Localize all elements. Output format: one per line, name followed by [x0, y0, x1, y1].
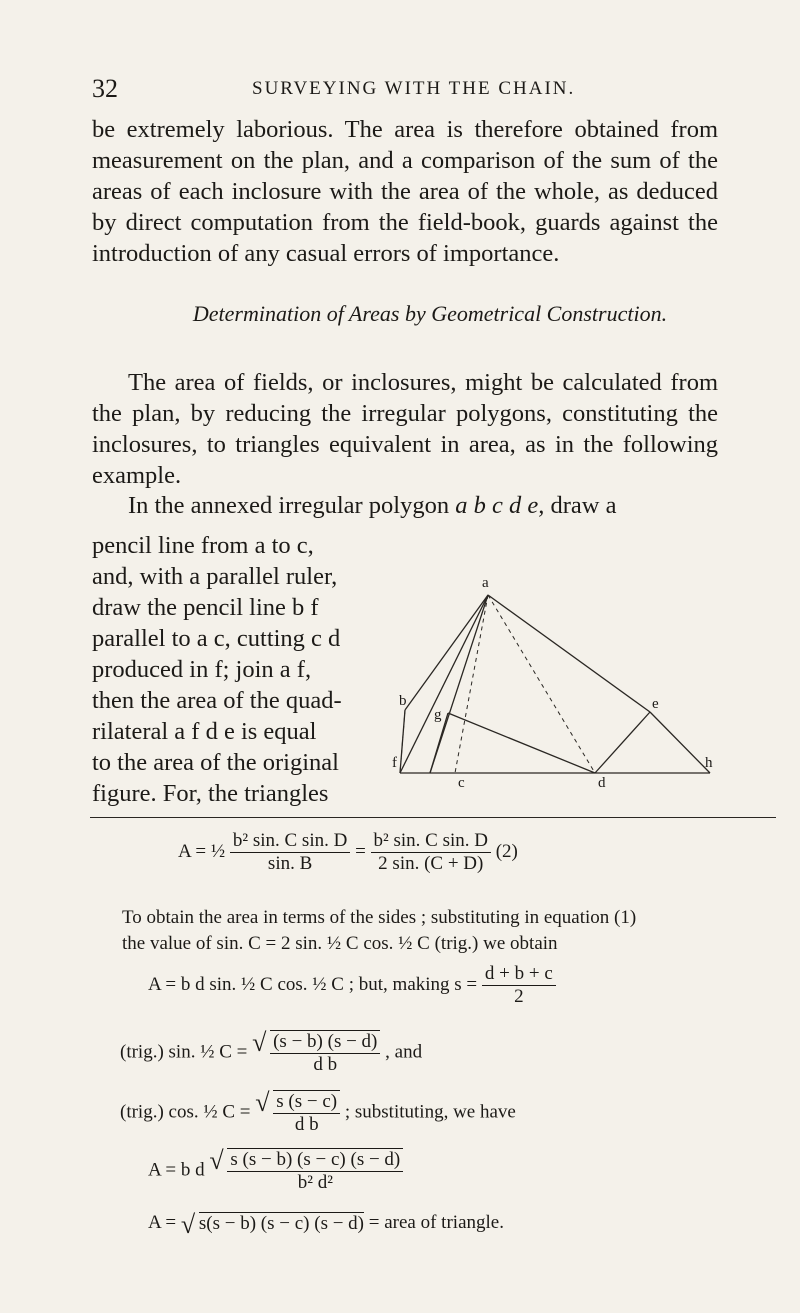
eq2-lhs: A = ½ — [178, 840, 226, 862]
cos-tail: ; substituting, we have — [344, 1101, 516, 1123]
math-text-line-1: To obtain the area in terms of the sides ; substituting in equation (1) — [122, 907, 637, 928]
sin-lhs: (trig.) sin. ½ C = — [120, 1041, 248, 1063]
math-text-line-2: the value of sin. C = 2 sin. ½ C cos. ½ C (trig.) we obtain — [122, 933, 558, 954]
edge-a-g — [430, 595, 488, 773]
p3-line: then the area of the quad- — [92, 687, 342, 714]
p3-line1-b: draw a — [544, 492, 617, 519]
p3-line1-italic: a b c d e, — [455, 492, 545, 519]
eq2-fraction-1 — [230, 830, 350, 875]
a2-lhs: A = b d — [148, 1159, 205, 1181]
area-line-left: A = b d sin. ½ C cos. ½ C ; but, making s = — [148, 973, 478, 995]
sin-tail: , and — [385, 1041, 423, 1063]
p3-line: figure. For, the triangles — [92, 780, 329, 807]
final-radicand: s(s − b) (s − c) (s − d) — [198, 1213, 365, 1235]
label-b: b — [399, 693, 407, 709]
sqrt-icon: √ — [255, 1088, 270, 1117]
edge-a-e — [488, 595, 650, 712]
sqrt-icon: √ — [252, 1028, 267, 1057]
s-fraction — [482, 963, 556, 1008]
a2-fraction — [227, 1148, 403, 1194]
cos-lhs: (trig.) cos. ½ C = — [120, 1101, 251, 1123]
cos-num: s (s − c) — [273, 1091, 340, 1114]
final-tail: = area of triangle. — [368, 1212, 504, 1233]
a2-sqrt — [209, 1148, 403, 1194]
paragraph-1: be extremely laborious. The area is therefore obtained from measurement on the plan, and a comparison of the sum of the areas of each inclosure with the area of the whole, as deduced by direct computation from the field-book, guards against the introduction of any casual errors of importance. — [92, 116, 718, 267]
sin-sqrt — [252, 1030, 380, 1076]
sin-half-c-equation — [120, 1030, 422, 1076]
label-a: a — [482, 575, 489, 591]
s-num: d + b + c — [482, 963, 556, 986]
area-substituted-equation — [148, 1148, 403, 1194]
eq2-equals: = — [355, 840, 366, 862]
dashed-a-d — [488, 595, 595, 773]
s-den: 2 — [514, 986, 524, 1007]
cos-half-c-equation — [120, 1090, 516, 1136]
label-f: f — [392, 755, 397, 771]
paragraph-2 — [92, 367, 718, 491]
a2-den: b² d² — [297, 1172, 333, 1193]
label-d: d — [598, 775, 606, 791]
p3-line: rilateral a f d e is equal — [92, 718, 317, 745]
edge-c-d — [448, 713, 595, 773]
sin-fraction — [270, 1030, 380, 1076]
eq2-num2: b² sin. C sin. D — [371, 830, 491, 853]
label-e: e — [652, 696, 659, 712]
p3-line: parallel to a c, cutting c d — [92, 625, 341, 652]
p3-line: draw the pencil line b f — [92, 594, 319, 621]
polygon-figure — [392, 555, 730, 791]
equation-2 — [178, 830, 518, 875]
sin-num: (s − b) (s − d) — [270, 1031, 380, 1054]
sqrt-icon: √ — [209, 1146, 224, 1175]
dashed-a-c — [455, 595, 488, 773]
a2-num: s (s − b) (s − c) (s − d) — [227, 1149, 403, 1172]
running-head — [92, 60, 712, 103]
p3-line: to the area of the original — [92, 749, 339, 776]
cos-sqrt — [255, 1090, 340, 1136]
paragraph-3-first-line — [92, 490, 718, 521]
edge-d-e — [595, 712, 650, 773]
label-g: g — [434, 707, 442, 723]
edge-a-b — [405, 595, 488, 710]
label-c: c — [458, 775, 465, 791]
p3-line: and, with a parallel ruler, — [92, 563, 338, 590]
running-head-title: SURVEYING WITH THE CHAIN. — [252, 78, 576, 99]
final-area-equation — [148, 1210, 504, 1240]
page-number: 32 — [92, 74, 118, 103]
p3-line: pencil line from a to c, — [92, 532, 314, 559]
cos-den: d b — [294, 1114, 319, 1135]
paragraph-3-lines — [92, 530, 392, 809]
edge-e-h — [650, 712, 710, 773]
area-equation-line — [148, 963, 556, 1008]
final-lhs: A = — [148, 1212, 177, 1233]
edge-a-f — [400, 595, 488, 773]
eq2-num1: b² sin. C sin. D — [230, 830, 350, 853]
eq2-tag: (2) — [495, 840, 518, 862]
sin-den: d b — [313, 1054, 338, 1075]
section-heading: Determination of Areas by Geometrical Construction. — [192, 301, 668, 326]
eq2-den1: sin. B — [267, 853, 313, 874]
eq2-den2: 2 sin. (C + D) — [378, 853, 484, 874]
paragraph-2-text: The area of fields, or inclosures, might be calculated from the plan, by reducing the irregular polygons, constituting the inclosures, to triangles equivalent in area, as in the following example. — [92, 369, 718, 489]
eq2-fraction-2 — [371, 830, 491, 875]
p3-line1-a: In the annexed irregular polygon — [128, 492, 456, 519]
cos-fraction — [273, 1090, 340, 1136]
label-h: h — [705, 755, 713, 771]
page-split-rule — [90, 817, 776, 818]
sqrt-icon: √ — [180, 1210, 196, 1240]
final-sqrt — [180, 1210, 365, 1240]
p3-line: produced in f; join a f, — [92, 656, 312, 683]
